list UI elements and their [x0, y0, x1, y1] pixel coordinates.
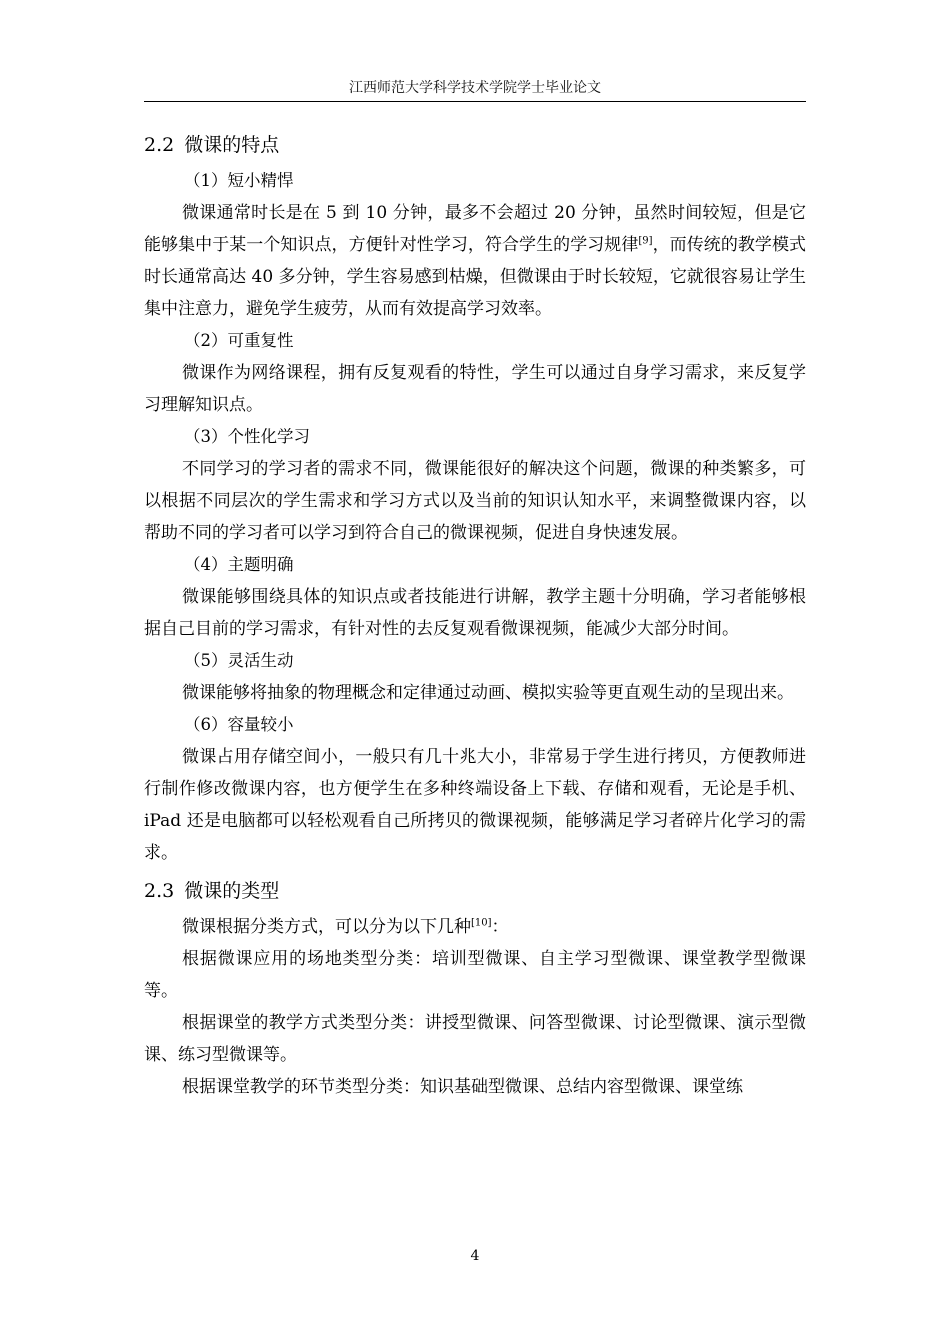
page-number: 4	[470, 1248, 480, 1264]
paragraph-text-tail: ，而传统的教学模式时长通常高达 40 多分钟，学生容易感到枯燥，但微课由于时长较短，它就很容易让学生集中注意力，避免学生疲劳，从而有效提高学习效率。	[144, 235, 807, 319]
section-number: 2.3	[144, 880, 175, 902]
section-title: 微课的特点	[184, 134, 280, 156]
section-heading-2-3	[144, 875, 806, 907]
paragraph: 根据课堂的教学方式类型分类：讲授型微课、问答型微课、讨论型微课、演示型微课、练习型微课等。	[144, 1013, 806, 1065]
citation: [10]	[471, 917, 492, 929]
section-number: 2.2	[144, 134, 175, 156]
paragraph	[144, 911, 806, 943]
item-label: （1）短小精悍	[184, 171, 294, 190]
paragraph: 根据课堂教学的环节类型分类：知识基础型微课、总结内容型微课、课堂练	[182, 1077, 743, 1097]
paragraph: 微课能够围绕具体的知识点或者技能进行讲解，教学主题十分明确，学习者能够根据自己目前的学习需求，有针对性的去反复观看微课视频，能减少大部分时间。	[144, 587, 806, 639]
section-title: 微课的类型	[184, 880, 280, 902]
header-rule	[144, 101, 806, 102]
paragraph: 微课占用存储空间小，一般只有几十兆大小，非常易于学生进行拷贝，方便教师进行制作修改微课内容，也方便学生在多种终端设备上下载、存储和观看，无论是手机、iPad 还是电脑都可以轻松观看自己所拷贝的微课视频，能够满足学习者碎片化学习的需求。	[144, 747, 806, 863]
citation: [9]	[638, 235, 653, 247]
page-body	[144, 129, 806, 1103]
paragraph-text: 微课根据分类方式，可以分为以下几种	[182, 917, 471, 937]
item-label: （6）容量较小	[184, 715, 294, 734]
running-header: 江西师范大学科学技术学院学士毕业论文	[349, 80, 601, 96]
paragraph	[144, 197, 806, 325]
item-label: （5）灵活生动	[184, 651, 294, 670]
item-label: （2）可重复性	[184, 331, 294, 350]
section-heading-2-2	[144, 129, 806, 161]
paragraph: 根据微课应用的场地类型分类：培训型微课、自主学习型微课、课堂教学型微课等。	[144, 949, 806, 1001]
item-label: （3）个性化学习	[184, 427, 310, 446]
paragraph: 微课作为网络课程，拥有反复观看的特性，学生可以通过自身学习需求，来反复学习理解知识点。	[144, 363, 806, 415]
paragraph-text: 微课通常时长是在 5 到 10 分钟，最多不会超过 20 分钟，虽然时间较短，但是它能够集中于某一个知识点，方便针对性学习，符合学生的学习规律	[144, 203, 806, 255]
item-label: （4）主题明确	[184, 555, 294, 574]
paragraph-text-tail: ：	[491, 917, 509, 937]
paragraph: 微课能够将抽象的物理概念和定律通过动画、模拟实验等更直观生动的呈现出来。	[182, 683, 794, 703]
paragraph: 不同学习的学习者的需求不同，微课能很好的解决这个问题，微课的种类繁多，可以根据不同层次的学生需求和学习方式以及当前的知识认知水平，来调整微课内容，以帮助不同的学习者可以学习到符合自己的微课视频，促进自身快速发展。	[144, 459, 806, 543]
